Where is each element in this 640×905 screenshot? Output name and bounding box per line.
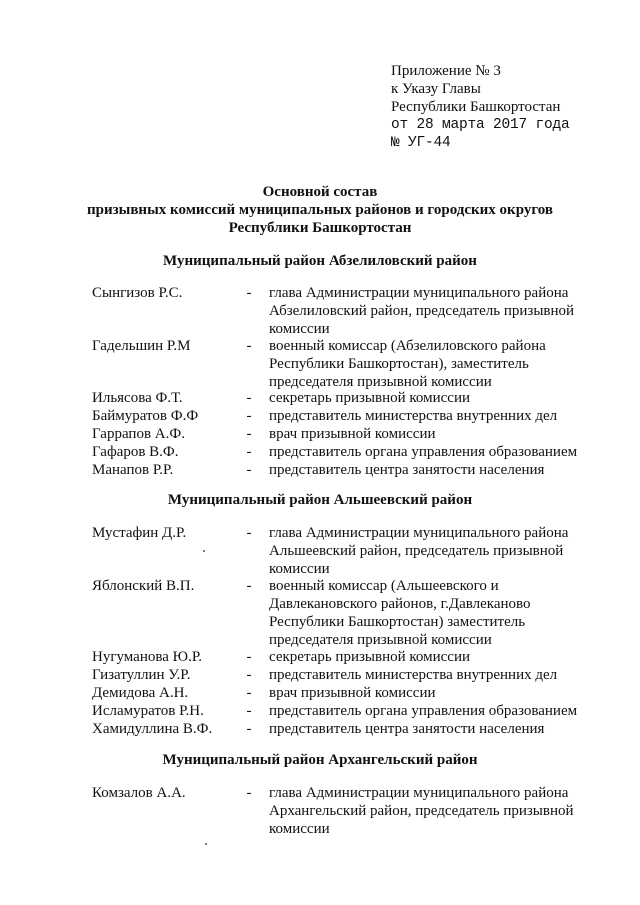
member-name: Мустафин Д.Р.	[92, 525, 187, 541]
header-line-2: к Указу Главы	[391, 81, 481, 97]
member-role	[269, 784, 609, 838]
role-line: представитель органа управления образованием	[269, 703, 578, 719]
section-title-alsheevsky: Муниципальный район Альшеевский район	[167, 492, 473, 508]
scan-speck	[203, 550, 205, 552]
member-dash: -	[246, 285, 252, 301]
role-line: Давлекановского районов, г.Давлеканово	[269, 596, 531, 612]
section-title-arkhangelsky: Муниципальный район Архангельский район	[162, 752, 478, 768]
role-line: представитель центра занятости населения	[269, 721, 545, 737]
header-line-1: Приложение № 3	[391, 63, 501, 79]
member-name: Баймуратов Ф.Ф	[92, 408, 199, 424]
header-date-line: от 28 марта 2017 года	[391, 117, 570, 133]
role-line: Альшеевский район, председатель призывной	[269, 543, 564, 559]
member-name: Гаррапов А.Ф.	[92, 426, 185, 442]
role-line: врач призывной комиссии	[269, 426, 436, 442]
role-line: Республики Башкортостан) заместитель	[269, 614, 526, 630]
member-role	[269, 577, 609, 649]
header-line-3: Республики Башкортостан	[391, 99, 561, 115]
member-role	[269, 648, 609, 666]
member-dash: -	[246, 721, 252, 737]
role-line: представитель центра занятости населения	[269, 462, 545, 478]
member-dash: -	[246, 685, 252, 701]
member-dash: -	[246, 703, 252, 719]
role-line: комиссии	[269, 561, 330, 577]
role-line: глава Администрации муниципального района	[269, 285, 569, 301]
member-dash: -	[246, 649, 252, 665]
role-line: председателя призывной комиссии	[269, 632, 492, 648]
member-role	[269, 389, 609, 407]
member-name: Хамидуллина В.Ф.	[92, 721, 213, 737]
member-dash: -	[246, 426, 252, 442]
member-dash: -	[246, 667, 252, 683]
member-name: Гизатуллин У.Р.	[92, 667, 191, 683]
member-role	[269, 425, 609, 443]
role-line: представитель министерства внутренних дел	[269, 408, 558, 424]
appendix-header	[391, 62, 631, 152]
role-line: секретарь призывной комиссии	[269, 390, 471, 406]
member-role	[269, 337, 609, 391]
member-dash: -	[246, 462, 252, 478]
member-name: Сынгизов Р.С.	[92, 285, 183, 301]
role-line: военный комиссар (Альшеевского и	[269, 578, 499, 594]
role-line: глава Администрации муниципального района	[269, 525, 569, 541]
member-dash: -	[246, 578, 252, 594]
role-line: представитель органа управления образованием	[269, 444, 578, 460]
member-role	[269, 720, 609, 738]
role-line: комиссии	[269, 821, 330, 837]
member-name: Демидова А.Н.	[92, 685, 189, 701]
section-title-abzelilovsky: Муниципальный район Абзелиловский район	[163, 253, 477, 269]
member-dash: -	[246, 785, 252, 801]
role-line: Архангельский район, председатель призывной	[269, 803, 574, 819]
member-role	[269, 666, 609, 684]
member-role	[269, 284, 609, 338]
member-name: Гадельшин Р.М	[92, 338, 191, 354]
member-role	[269, 407, 609, 425]
role-line: секретарь призывной комиссии	[269, 649, 471, 665]
title-line-3: Республики Башкортостан	[228, 220, 412, 236]
member-dash: -	[246, 408, 252, 424]
member-name: Ильясова Ф.Т.	[92, 390, 183, 406]
member-name: Исламуратов Р.Н.	[92, 703, 204, 719]
header-number-line: № УГ-44	[391, 135, 451, 151]
member-role	[269, 443, 609, 461]
member-role	[269, 684, 609, 702]
document-title	[0, 183, 640, 237]
member-role	[269, 702, 609, 720]
role-line: председателя призывной комиссии	[269, 374, 492, 390]
member-role	[269, 461, 609, 479]
role-line: военный комиссар (Абзелиловского района	[269, 338, 546, 354]
role-line: врач призывной комиссии	[269, 685, 436, 701]
member-dash: -	[246, 525, 252, 541]
title-line-1: Основной состав	[262, 184, 378, 200]
role-line: комиссии	[269, 321, 330, 337]
scan-speck	[205, 843, 207, 845]
role-line: глава Администрации муниципального района	[269, 785, 569, 801]
title-line-2: призывных комиссий муниципальных районов и городских округов	[86, 202, 554, 218]
role-line: Абзелиловский район, председатель призывной	[269, 303, 575, 319]
member-name: Комзалов А.А.	[92, 785, 186, 801]
role-line: Республики Башкортостан), заместитель	[269, 356, 529, 372]
member-name: Манапов Р.Р.	[92, 462, 174, 478]
role-line: представитель министерства внутренних дел	[269, 667, 558, 683]
member-dash: -	[246, 338, 252, 354]
member-dash: -	[246, 444, 252, 460]
member-name: Гафаров В.Ф.	[92, 444, 179, 460]
member-dash: -	[246, 390, 252, 406]
member-role	[269, 524, 609, 578]
member-name: Нугуманова Ю.Р.	[92, 649, 203, 665]
member-name: Яблонский В.П.	[92, 578, 195, 594]
